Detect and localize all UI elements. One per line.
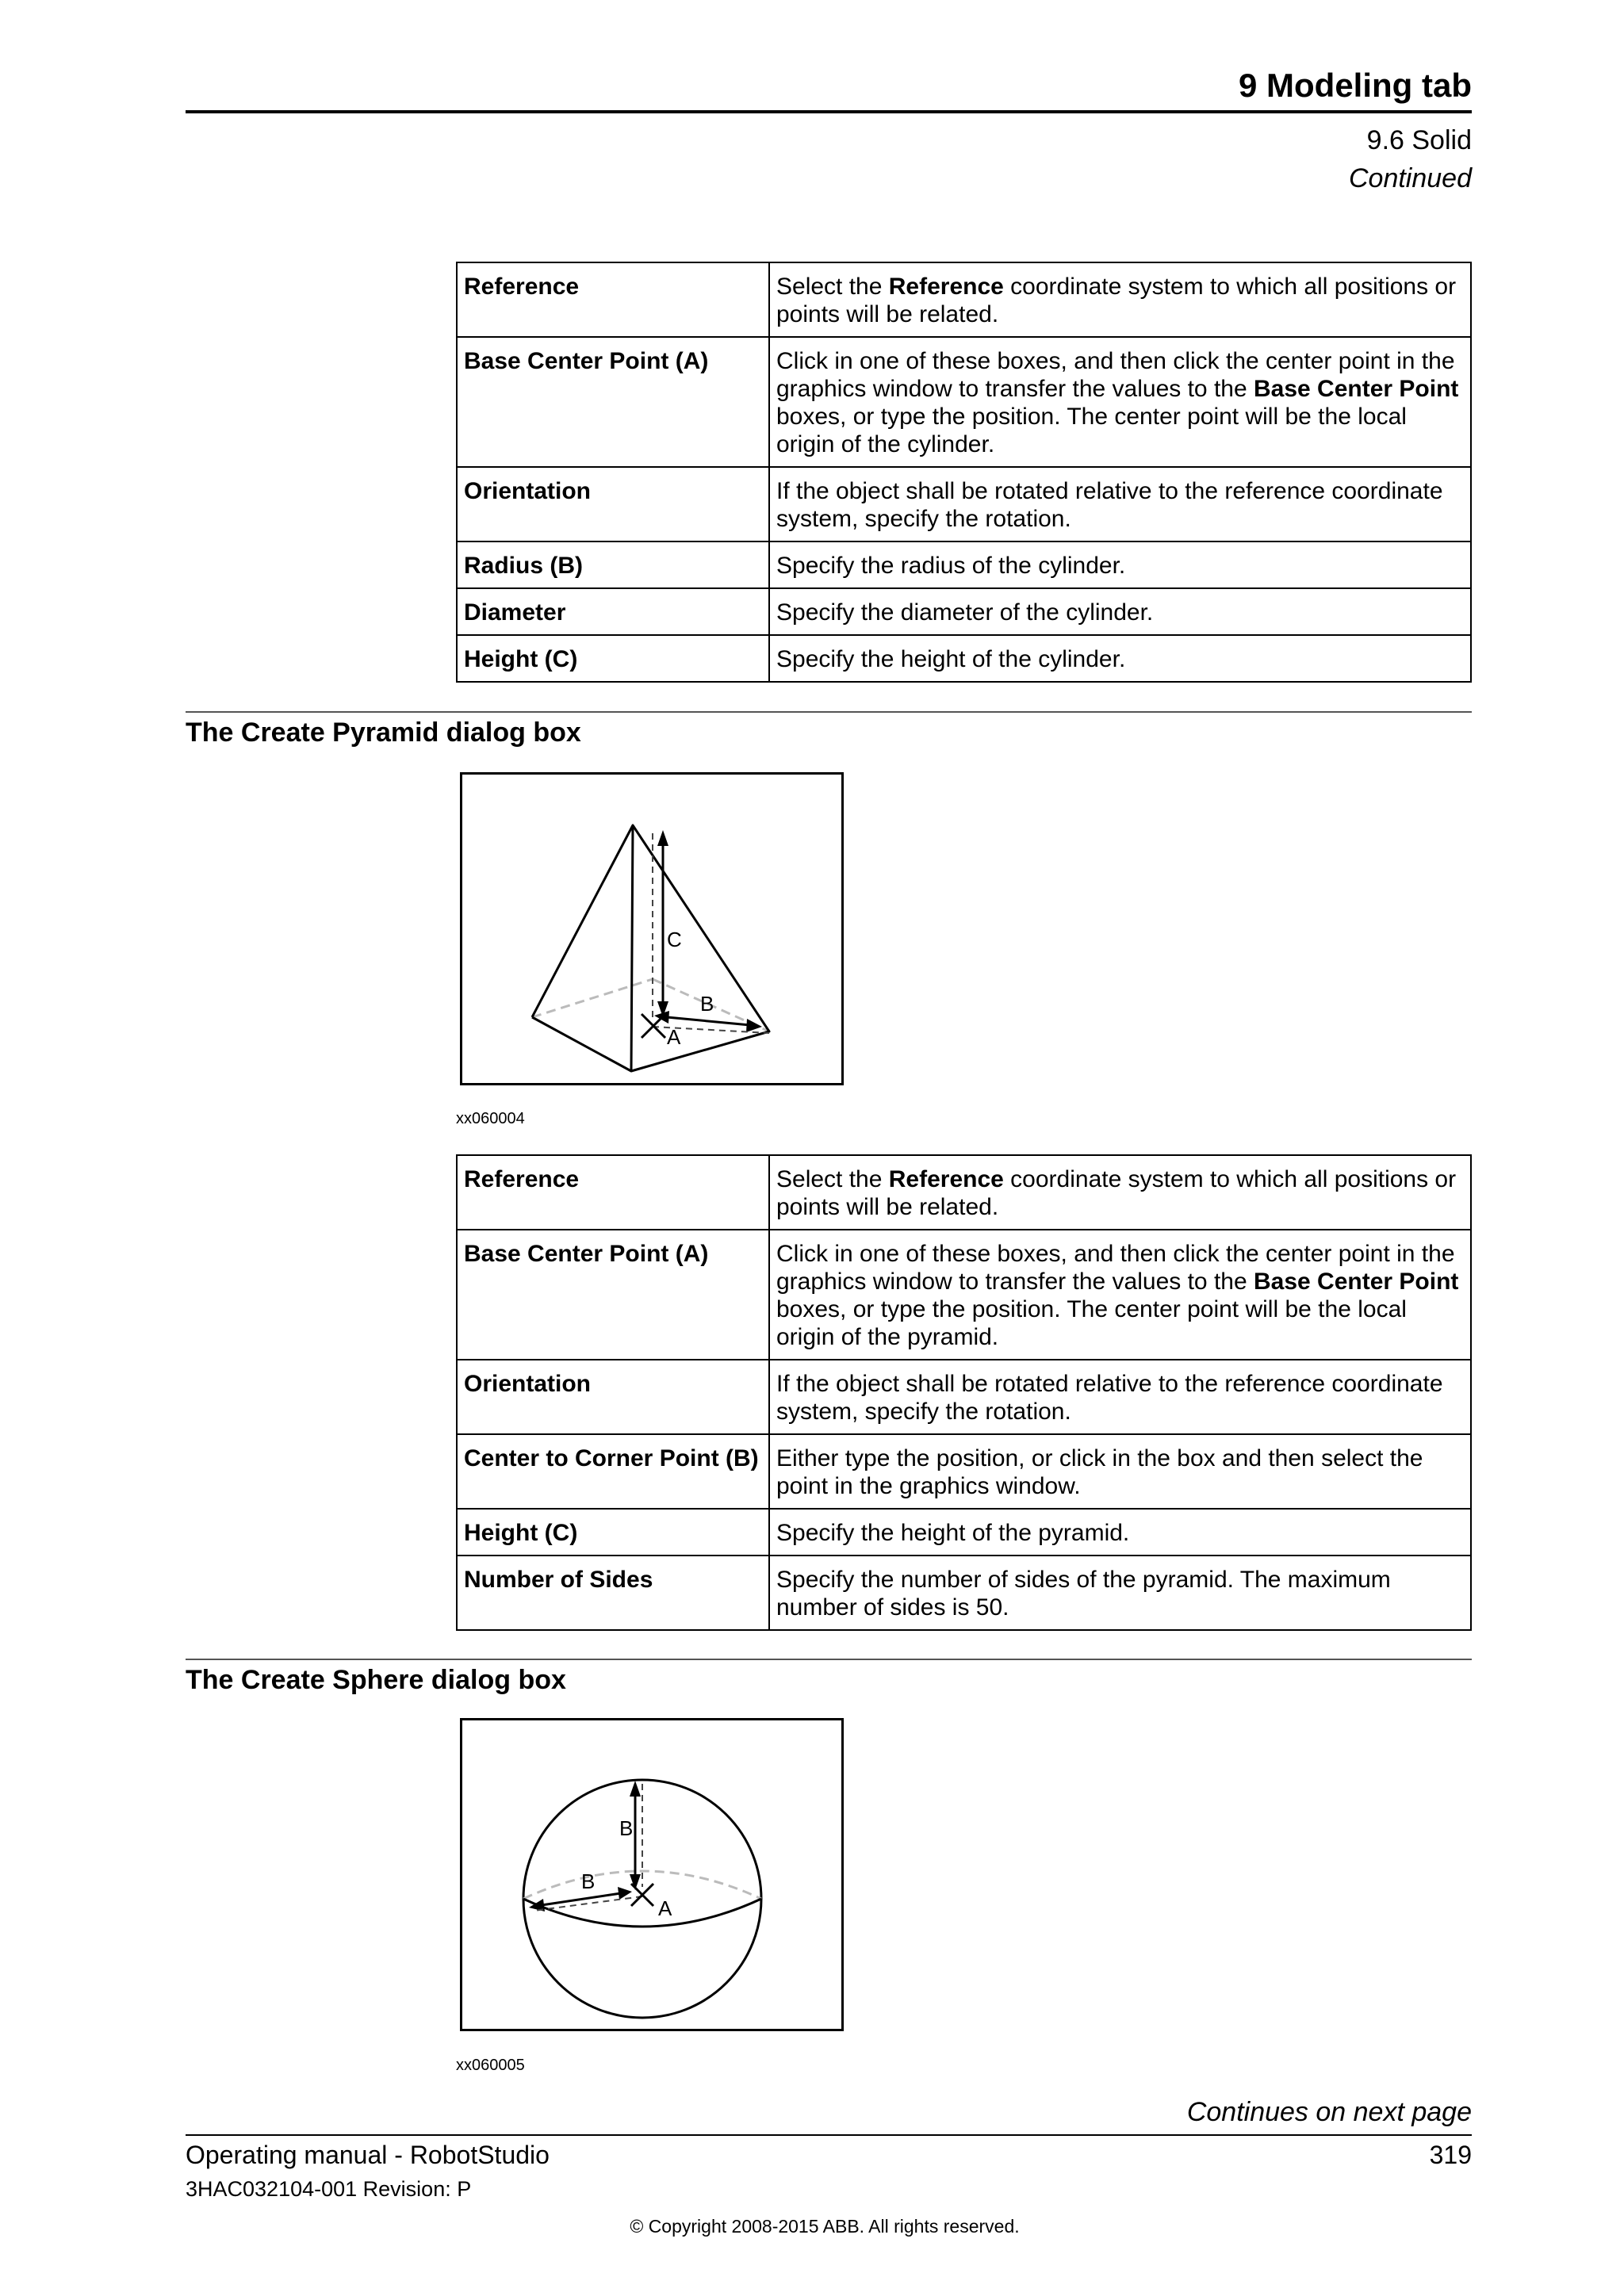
table-row xyxy=(457,1360,1471,1434)
label-a: A xyxy=(667,1025,681,1049)
pyramid-diagram xyxy=(462,775,846,1088)
table-row xyxy=(457,262,1471,337)
sphere-figure xyxy=(460,1718,844,2031)
description-text: Specify the height of the cylinder. xyxy=(776,646,1126,672)
sphere-figure-id: xx060005 xyxy=(456,2057,525,2074)
radius-b-vertical-arrow-head xyxy=(630,1781,641,1797)
parameter-name: Base Center Point (A) xyxy=(457,337,769,467)
parameter-name: Radius (B) xyxy=(457,541,769,588)
sphere-diagram xyxy=(462,1720,846,2034)
bold-term: Reference xyxy=(888,274,1004,300)
label-b: B xyxy=(700,992,714,1016)
parameter-description xyxy=(769,337,1471,467)
parameter-name: Height (C) xyxy=(457,1509,769,1556)
pyramid-section-heading: The Create Pyramid dialog box xyxy=(186,718,581,748)
parameter-name: Reference xyxy=(457,1155,769,1230)
pyramid-parameters-table xyxy=(456,1154,1472,1631)
parameter-description xyxy=(769,262,1471,337)
label-c: C xyxy=(667,928,682,951)
bold-term: Base Center Point xyxy=(1254,1269,1459,1295)
pyramid-figure-id: xx060004 xyxy=(456,1110,525,1127)
cylinder-parameters-table xyxy=(456,262,1472,683)
description-text: Select the xyxy=(776,274,889,300)
bold-term: Reference xyxy=(888,1166,1004,1192)
label-b-horizontal: B xyxy=(581,1869,596,1893)
parameter-description xyxy=(769,588,1471,635)
bold-term: Base Center Point xyxy=(1254,376,1459,402)
sphere-section-rule xyxy=(186,1659,1472,1660)
parameter-name: Orientation xyxy=(457,1360,769,1434)
description-text: Select the xyxy=(776,1166,889,1192)
sphere-outline xyxy=(523,1780,761,2018)
table-row xyxy=(457,1230,1471,1360)
footer-rule xyxy=(186,2134,1472,2136)
table-row xyxy=(457,588,1471,635)
description-text: Either type the position, or click in the box and then select the point in the graphics window. xyxy=(776,1445,1423,1499)
table-row xyxy=(457,541,1471,588)
parameter-name: Height (C) xyxy=(457,635,769,682)
radius-b-horizontal-arrow xyxy=(542,1893,621,1905)
table-row xyxy=(457,1556,1471,1630)
parameter-name: Reference xyxy=(457,262,769,337)
label-b-vertical: B xyxy=(619,1816,634,1840)
description-text: Specify the height of the pyramid. xyxy=(776,1520,1130,1546)
copyright: © Copyright 2008-2015 ABB. All rights reserved. xyxy=(630,2216,1020,2237)
parameter-description xyxy=(769,467,1471,541)
label-a: A xyxy=(658,1896,672,1920)
pyramid-figure xyxy=(460,772,844,1085)
description-text: coordinate system to which all positions or points will be related. xyxy=(776,274,1457,327)
table-row xyxy=(457,635,1471,682)
description-text: boxes, or type the position. The center point will be the local origin of the pyramid. xyxy=(776,1296,1407,1350)
description-text: Click in one of these boxes, and then click the center point in the graphics window to transfer the values to the xyxy=(776,1241,1455,1295)
parameter-description xyxy=(769,1360,1471,1434)
description-text: If the object shall be rotated relative to the reference coordinate system, specify the rotation. xyxy=(776,1371,1443,1425)
parameter-description xyxy=(769,541,1471,588)
parameter-name: Orientation xyxy=(457,467,769,541)
table-row xyxy=(457,1155,1471,1230)
description-text: Specify the number of sides of the pyramid. The maximum number of sides is 50. xyxy=(776,1567,1391,1621)
height-c-arrow-head xyxy=(657,830,668,846)
manual-title: Operating manual - RobotStudio xyxy=(186,2141,550,2169)
parameter-description xyxy=(769,1230,1471,1360)
parameter-name: Base Center Point (A) xyxy=(457,1230,769,1360)
description-text: Specify the diameter of the cylinder. xyxy=(776,599,1154,626)
continues-next-page: Continues on next page xyxy=(1186,2097,1472,2127)
parameter-name: Center to Corner Point (B) xyxy=(457,1434,769,1509)
parameter-description xyxy=(769,1155,1471,1230)
pyramid-section-rule xyxy=(186,711,1472,713)
page-number: 319 xyxy=(1429,2141,1472,2169)
description-text: If the object shall be rotated relative to the reference coordinate system, specify the rotation. xyxy=(776,478,1443,532)
description-text: Click in one of these boxes, and then click the center point in the graphics window to transfer the values to the xyxy=(776,348,1455,402)
pyramid-apex-edges xyxy=(532,825,769,1071)
sphere-section-heading: The Create Sphere dialog box xyxy=(186,1665,566,1695)
table-row xyxy=(457,337,1471,467)
radius-b-arrow-head xyxy=(746,1019,762,1032)
parameter-name: Number of Sides xyxy=(457,1556,769,1630)
parameter-description xyxy=(769,1509,1471,1556)
header-rule xyxy=(186,110,1472,113)
table-row xyxy=(457,1434,1471,1509)
table-row xyxy=(457,1509,1471,1556)
section-title: 9.6 Solid xyxy=(1366,125,1472,155)
description-text: coordinate system to which all positions or points will be related. xyxy=(776,1166,1457,1220)
document-id: 3HAC032104-001 Revision: P xyxy=(186,2177,472,2201)
description-text: boxes, or type the position. The center point will be the local origin of the cylinder. xyxy=(776,404,1407,457)
pyramid-base-edges xyxy=(532,1017,769,1071)
parameter-description xyxy=(769,635,1471,682)
chapter-title: 9 Modeling tab xyxy=(1239,67,1472,104)
description-text: Specify the radius of the cylinder. xyxy=(776,553,1126,579)
parameter-name: Diameter xyxy=(457,588,769,635)
parameter-description xyxy=(769,1434,1471,1509)
continued-label: Continued xyxy=(1348,163,1472,193)
parameter-description xyxy=(769,1556,1471,1630)
table-row xyxy=(457,467,1471,541)
